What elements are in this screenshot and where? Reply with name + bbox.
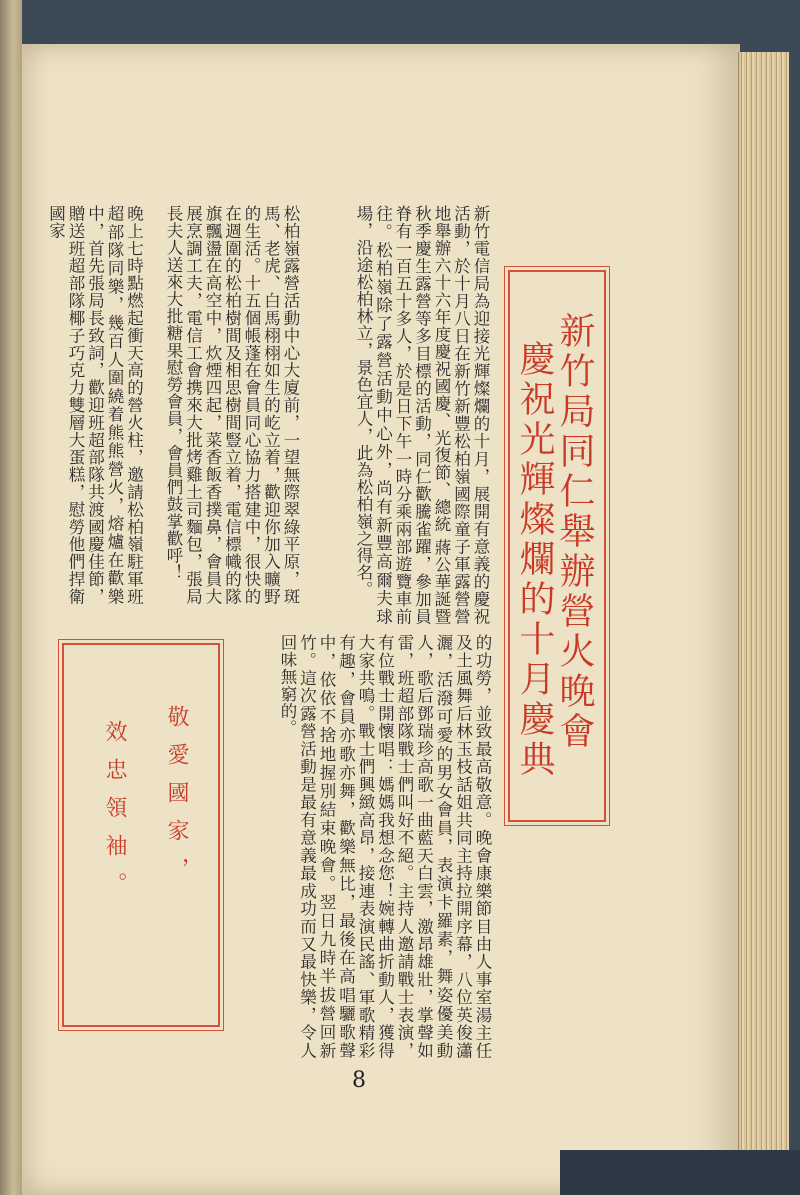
article-title-box bbox=[508, 270, 606, 822]
page-stack-edge bbox=[738, 52, 789, 1152]
paragraph-2: 松柏嶺露營活動中心大廈前，一望無際翠綠平原，斑馬、老虎、白馬栩栩如生的屹立着，歡迎你加入曠野的生活。十五個帳蓬在會員同心協力搭建中，很快的在週圍的松柏樹間及相思樹間豎立着，電信標幟的隊旗飄盪在高空中，炊煙四起，菜香飯香撲鼻，會員大展烹調工夫，電信工會携來大批烤雞土司麵包，張局長夫人送來大批糖果慰勞會員，會員們鼓掌歡呼！ bbox=[164, 205, 300, 605]
paragraph-continuation: 的功勞，並致最高敬意。晚會康樂節目由人事室湯主任及土風舞后林玉枝話姐共同主持拉開序幕，八位英俊瀟灑，活潑可愛的男女會員，表演卡羅素，舞姿優美動人，歌后鄧瑞珍高歌一曲藍天白雲，激昂雄壯，掌聲如雷，班超部隊戰士們叫好不絕。主持人邀請戰士表演，有位戰士開懷唱：媽媽我想念您！婉轉曲折動人，獲得大家共鳴。戰士們興緻高昂，接連表演民謠、軍歌精彩有趣，會員亦歌亦舞，歡樂無比，最後在高唱驪歌聲中，依依不捨地握別結束晚會。翌日九時半拔營回新竹。這次露營活動是最有意義最成功而又最快樂，令人回味無窮的。 bbox=[278, 634, 492, 1059]
article-title-line1: 新竹局同仁舉辦營火晚會 bbox=[554, 312, 595, 752]
article-body-lower-right bbox=[230, 634, 492, 1059]
book-cover bbox=[560, 1150, 800, 1195]
paragraph-1: 新竹電信局為迎接光輝燦爛的十月，展開有意義的慶祝活動，於十月八日在新竹新豐松柏嶺國際童子軍露營營地舉辦六十六年度慶祝國慶、光復節、總統 蔣公華誕暨秋季慶生露營等多目標的活動，同仁歡騰雀躍，參加員脊有一百五十多人，於是日下午一時分乘兩部遊覽車前往。松柏嶺除了露營活動中心外，尚有新豐高爾夫球場，沿途松柏林立，景色宜人，此為松柏嶺之得名。 bbox=[354, 205, 490, 625]
article-title-line2: 慶祝光輝燦爛的十月慶典 bbox=[514, 340, 555, 780]
previous-page-edge bbox=[0, 0, 22, 1195]
article-body-left bbox=[46, 205, 300, 605]
page-number: 8 bbox=[352, 1068, 366, 1093]
slogan-box bbox=[62, 643, 220, 1027]
article-body-upper bbox=[300, 205, 490, 625]
slogan-line1: 敬愛國家， bbox=[164, 705, 189, 895]
slogan-line2: 效忠領袖。 bbox=[102, 720, 127, 910]
paragraph-3: 晚上七時點燃起衝天高的營火柱，邀請松柏嶺駐軍班超部隊同樂，幾百人圍繞着熊熊營火，熔爐在歡樂中，首先張局長致詞，歡迎班超部隊共渡國慶佳節，贈送班超部隊椰子巧克力雙層大蛋糕，慰勞他們捍衛國家 bbox=[46, 205, 144, 605]
